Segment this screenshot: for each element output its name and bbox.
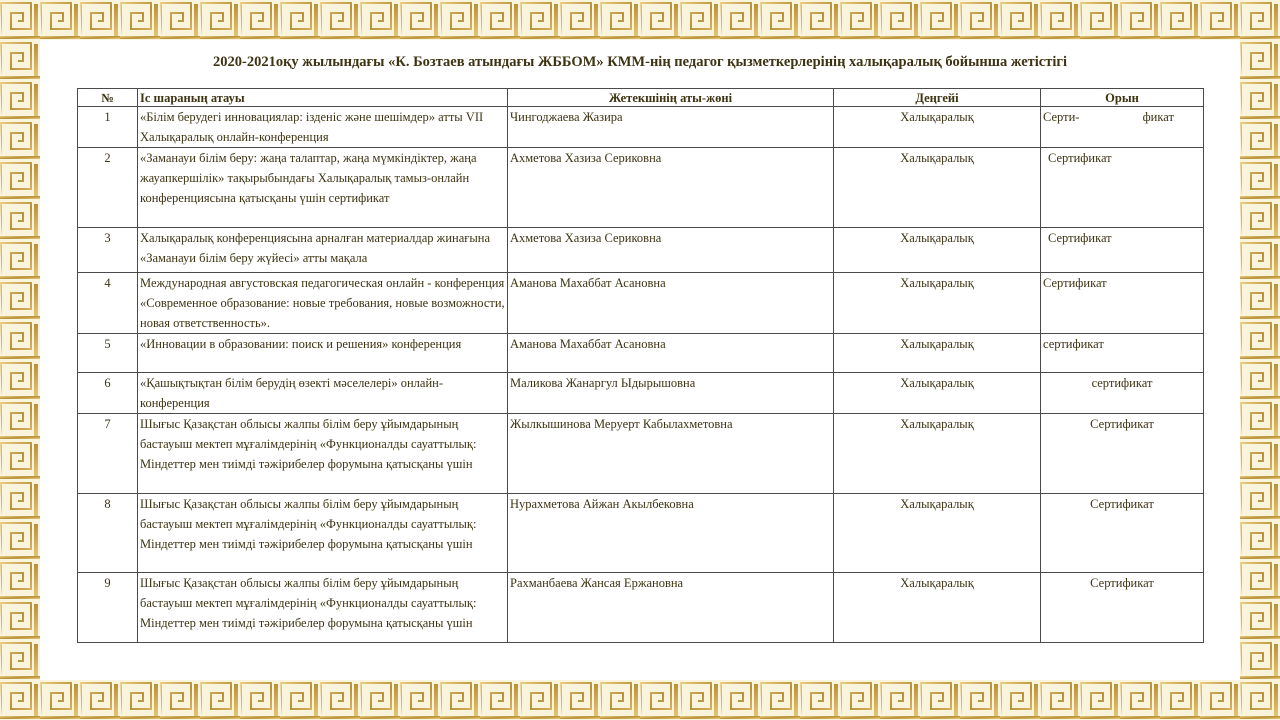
cell-place: Сертификат	[1041, 228, 1204, 273]
cell-event: «Заманауи білім беру: жаңа талаптар, жаңа мүмкіндіктер, жаңа жауапкершілік» тақырыбындағы Халықаралық тамыз-онлайн конференциясына қатысқаны үшін сертификат	[138, 148, 508, 228]
achievements-table	[77, 88, 1204, 643]
cell-event: Шығыс Қазақстан облысы жалпы білім беру ұйымдарының бастауыш мектеп мұғалімдерінің «Функционалды сауаттылық: Міндеттер мен тиімді тәжірибелер форумына қатысқаны үшін	[138, 414, 508, 494]
cell-leader: Рахманбаева Жансая Ержановна	[508, 573, 834, 643]
cell-place: Сертификат	[1041, 414, 1204, 494]
cell-place: сертификат	[1041, 334, 1204, 373]
table-header-row	[78, 89, 1204, 107]
cell-place: Сертификат	[1041, 148, 1204, 228]
cell-place: Сертификат	[1041, 573, 1204, 643]
cell-event: Шығыс Қазақстан облысы жалпы білім беру ұйымдарының бастауыш мектеп мұғалімдерінің «Функционалды сауаттылық: Міндеттер мен тиімді тәжірибелер форумына қатысқаны үшін	[138, 573, 508, 643]
cell-leader: Маликова Жанаргул Ыдырышовна	[508, 373, 834, 414]
cell-leader: Аманова Махаббат Асановна	[508, 273, 834, 334]
cell-event: Международная августовская педагогическая онлайн - конференция «Современное образование: новые требования, новые возможности, новая ответственность».	[138, 273, 508, 334]
cell-event: Шығыс Қазақстан облысы жалпы білім беру ұйымдарының бастауыш мектеп мұғалімдерінің «Функционалды сауаттылық: Міндеттер мен тиімді тәжірибелер форумына қатысқаны үшін	[138, 494, 508, 573]
cell-level: Халықаралық	[834, 148, 1041, 228]
header-level: Деңгейі	[834, 89, 1041, 107]
cell-place: сертификат	[1041, 373, 1204, 414]
table-row	[78, 414, 1204, 494]
table-row	[78, 228, 1204, 273]
document-page	[40, 40, 1240, 680]
cell-place: Сертификат	[1041, 273, 1204, 334]
cell-event: «Білім берудегі инновациялар: ізденіс және шешімдер» атты VII Халықаралық онлайн-конференция	[138, 107, 508, 148]
cell-place: Серти- фикат	[1041, 107, 1204, 148]
cell-level: Халықаралық	[834, 373, 1041, 414]
cell-number: 4	[78, 273, 138, 334]
header-number: №	[78, 89, 138, 107]
cell-number: 7	[78, 414, 138, 494]
header-event: Іс шараның атауы	[138, 89, 508, 107]
cell-number: 9	[78, 573, 138, 643]
cell-place: Сертификат	[1041, 494, 1204, 573]
table-row	[78, 107, 1204, 148]
table-row	[78, 494, 1204, 573]
header-place: Орын	[1041, 89, 1204, 107]
cell-event: Халықаралық конференциясына арналған материалдар жинағына «Заманауи білім беру жүйесі» атты мақала	[138, 228, 508, 273]
cell-level: Халықаралық	[834, 334, 1041, 373]
cell-event: «Қашықтықтан білім берудің өзекті мәселелері» онлайн-конференция	[138, 373, 508, 414]
cell-level: Халықаралық	[834, 494, 1041, 573]
cell-number: 2	[78, 148, 138, 228]
cell-leader: Жылкышинова Меруерт Кабылахметовна	[508, 414, 834, 494]
cell-number: 8	[78, 494, 138, 573]
header-leader: Жетекшінің аты-жөні	[508, 89, 834, 107]
cell-leader: Чингоджаева Жазира	[508, 107, 834, 148]
cell-level: Халықаралық	[834, 573, 1041, 643]
cell-leader: Нурахметова Айжан Акылбековна	[508, 494, 834, 573]
cell-number: 3	[78, 228, 138, 273]
cell-level: Халықаралық	[834, 273, 1041, 334]
cell-level: Халықаралық	[834, 414, 1041, 494]
table-row	[78, 334, 1204, 373]
table-row	[78, 148, 1204, 228]
table-row	[78, 273, 1204, 334]
cell-leader: Ахметова Хазиза Сериковна	[508, 228, 834, 273]
cell-leader: Ахметова Хазиза Сериковна	[508, 148, 834, 228]
table-row	[78, 573, 1204, 643]
cell-event: «Инновации в образовании: поиск и решения» конференция	[138, 334, 508, 373]
cell-level: Халықаралық	[834, 107, 1041, 148]
page-title: 2020-2021оқу жылындағы «К. Бозтаев атындағы ЖББОМ» КММ-нің педагог қызметкерлерінің халықаралық бойынша жетістігі	[213, 54, 1067, 70]
cell-number: 6	[78, 373, 138, 414]
cell-level: Халықаралық	[834, 228, 1041, 273]
cell-number: 1	[78, 107, 138, 148]
table-row	[78, 373, 1204, 414]
cell-number: 5	[78, 334, 138, 373]
cell-leader: Аманова Махаббат Асановна	[508, 334, 834, 373]
